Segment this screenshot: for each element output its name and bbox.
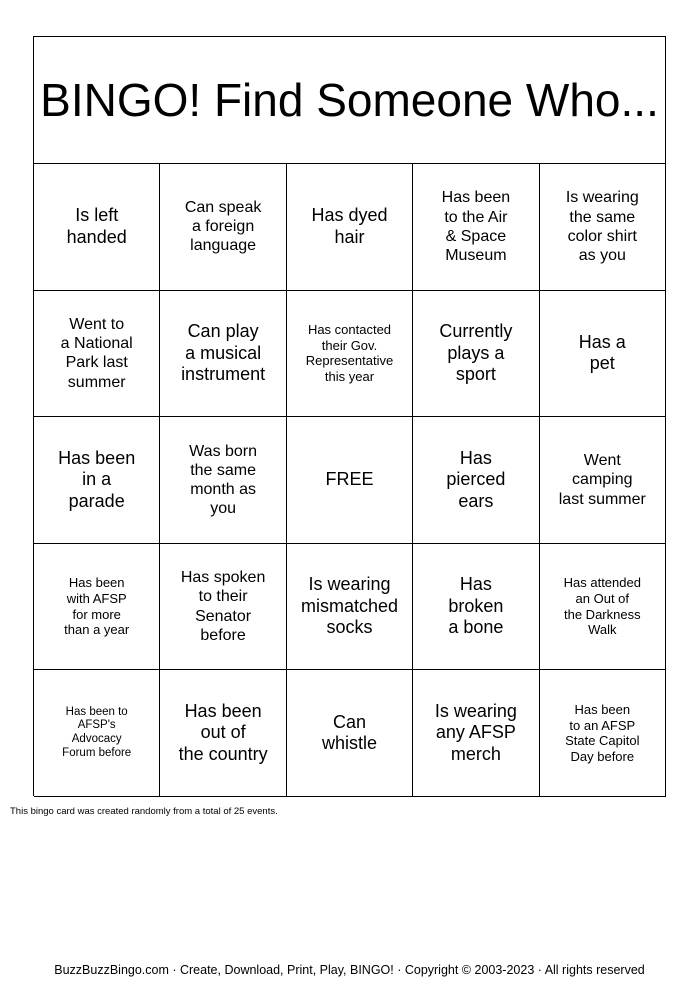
bingo-cell [160, 544, 286, 671]
cell-text: Has been in a parade [58, 447, 136, 511]
bingo-cell [34, 417, 160, 544]
bingo-cell [287, 164, 413, 291]
card-header [34, 37, 666, 164]
bingo-cell [160, 670, 286, 797]
cell-text: Has contacted their Gov. Representative this year [305, 322, 394, 384]
bingo-cell [540, 544, 666, 671]
cell-text: Has a pet [578, 331, 626, 374]
cell-text: FREE [325, 469, 374, 490]
cell-text: Is left handed [66, 205, 127, 247]
bingo-cell [160, 291, 286, 418]
cell-text: Went camping last summer [558, 452, 646, 508]
cell-text: Can speak a foreign language [184, 199, 262, 255]
cell-text: Has spoken to their Senator before [180, 569, 266, 644]
cell-text: Is wearing the same color shirt as you [565, 189, 639, 264]
bingo-cell [34, 670, 160, 797]
cell-text: Has attended an Out of the Darkness Walk [563, 575, 641, 638]
bingo-cell [34, 544, 160, 671]
cell-text: Is wearing any AFSP merch [434, 700, 517, 764]
cell-text: Has been out of the country [178, 700, 268, 764]
bingo-grid [34, 164, 666, 797]
cell-text: Can whistle [321, 711, 377, 754]
bingo-cell [413, 164, 539, 291]
cell-text: Currently plays a sport [439, 321, 513, 385]
bingo-cell [34, 291, 160, 418]
bingo-cell [413, 417, 539, 544]
bingo-cell [34, 164, 160, 291]
bingo-cell [413, 670, 539, 797]
cell-text: Is wearing mismatched socks [300, 574, 398, 638]
bingo-card [33, 36, 666, 796]
bingo-cell [160, 417, 286, 544]
generation-note: This bingo card was created randomly from a total of 25 events. [10, 806, 278, 817]
bingo-cell [287, 291, 413, 418]
cell-text: Was born the same month as you [189, 442, 258, 518]
cell-text: Has broken a bone [448, 574, 504, 638]
card-title: BINGO! Find Someone Who... [40, 74, 659, 126]
bingo-cell [540, 291, 666, 418]
cell-text: Has pierced ears [446, 447, 506, 511]
cell-text: Went to a National Park last summer [60, 316, 133, 391]
free-cell [287, 417, 413, 544]
bingo-cell [413, 544, 539, 671]
bingo-cell [540, 670, 666, 797]
cell-text: Can play a musical instrument [181, 321, 266, 385]
cell-text: Has been to the Air & Space Museum [441, 189, 511, 264]
bingo-cell [540, 417, 666, 544]
bingo-cell [287, 670, 413, 797]
bingo-cell [540, 164, 666, 291]
footer-copyright: BuzzBuzzBingo.com · Create, Download, Print, Play, BINGO! · Copyright © 2003-2023 · All rights reserved [54, 963, 645, 977]
cell-text: Has been to AFSP's Advocacy Forum before [62, 705, 132, 759]
cell-text: Has been to an AFSP State Capitol Day before [565, 701, 640, 764]
bingo-cell [413, 291, 539, 418]
bingo-cell [287, 544, 413, 671]
cell-text: Has been with AFSP for more than a year [64, 575, 130, 638]
cell-text: Has dyed hair [311, 205, 388, 247]
bingo-cell [160, 164, 286, 291]
